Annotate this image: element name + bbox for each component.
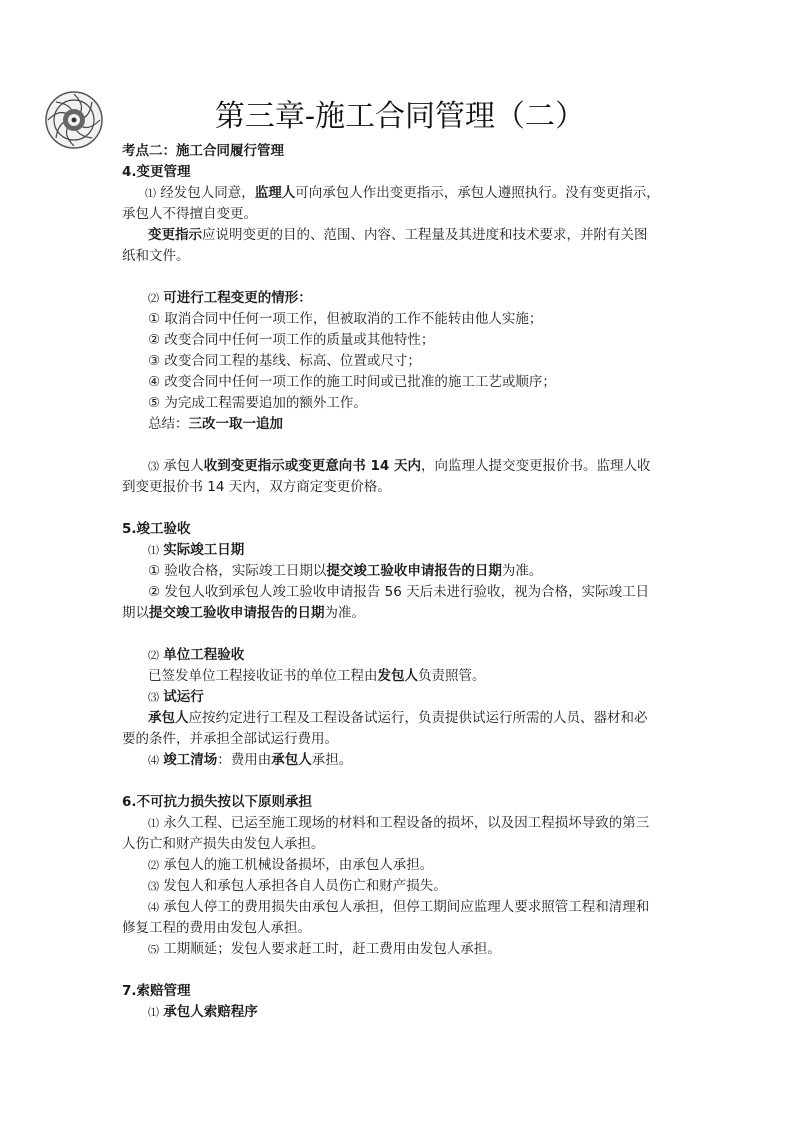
para-6-1-cont: 人伤亡和财产损失由发包人承担。 — [122, 836, 325, 852]
text: 承包人停工的费用损失由承包人承担，但停工期间应监理人要求照管工程和清理和 — [159, 899, 650, 915]
para-4-1-cont: 承包人不得擅自变更。 — [122, 206, 257, 222]
circled-number: ⑶ — [148, 691, 159, 704]
circled-number: ⑵ — [148, 649, 159, 662]
text-bold: 提交竣工验收申请报告的日期 — [326, 563, 502, 579]
text-bold: 承包人 — [271, 752, 312, 768]
text-bold: 三改一取一追加 — [188, 416, 283, 432]
text-bold: 提交竣工验收申请报告的日期 — [149, 605, 325, 621]
heading-4: 4.变更管理 — [122, 164, 191, 180]
para-5-3-text — [148, 708, 648, 728]
circled-number: ⑵ — [148, 859, 159, 872]
text: 可向承包人作出变更指示，承包人遵照执行。没有变更指示， — [295, 185, 660, 201]
text: 应按约定进行工程及工程设备试运行，负责提供试运行所需的人员、器材和必 — [188, 710, 648, 726]
para-4-1 — [145, 183, 660, 204]
text-bold: 发包人 — [377, 668, 418, 684]
text: 为准。 — [324, 605, 365, 621]
para-5-2 — [148, 645, 244, 666]
circled-number: ⑴ — [148, 1006, 159, 1019]
para-5-3-cont: 要的条件，并承担全部试运行费用。 — [122, 731, 338, 747]
text: ，向监理人提交变更报价书。监理人收 — [420, 458, 651, 474]
para-5-3 — [148, 687, 204, 708]
text: 经发包人同意， — [156, 185, 255, 201]
para-6-4-cont: 修复工程的费用由发包人承担。 — [122, 920, 311, 936]
text: 承担。 — [311, 752, 353, 768]
text-bold: 试运行 — [163, 689, 204, 705]
text: 应说明变更的目的、范围、内容、工程量及其进度和技术要求，并附有关图 — [202, 227, 648, 243]
text: ：费用由 — [217, 752, 272, 768]
text: 永久工程、已运至施工现场的材料和工程设备的损坏，以及因工程损坏导致的第三 — [159, 815, 650, 831]
text-bold: 承包人索赔程序 — [163, 1004, 258, 1020]
text-bold: 承包人 — [148, 710, 189, 726]
section-kaodian: 考点二：施工合同履行管理 — [122, 143, 284, 159]
para-5-1-i2: ② 发包人收到承包人竣工验收申请报告 56 天后未进行验收，视为合格，实际竣工日 — [148, 584, 650, 600]
text: 总结： — [148, 416, 189, 432]
text-bold: 实际竣工日期 — [163, 542, 245, 558]
para-4-2 — [148, 225, 648, 245]
text: 工期顺延；发包人要求赶工时，赶工费用由发包人承担。 — [159, 941, 501, 957]
heading-7: 7.索赔管理 — [122, 983, 191, 999]
para-7-1 — [148, 1002, 258, 1023]
para-5-1-i2-cont — [122, 603, 365, 623]
circled-number: ⑴ — [148, 544, 159, 557]
circled-number: ⑶ — [148, 880, 159, 893]
circled-number: ⑸ — [148, 943, 159, 956]
para-4-4 — [148, 456, 650, 477]
circled-number: ⑴ — [145, 187, 156, 200]
list-item: ④ 改变合同中任何一项工作的施工时间或已批准的施工工艺或顺序； — [148, 374, 556, 390]
para-6-2 — [148, 855, 433, 876]
heading-5: 5.竣工验收 — [122, 521, 191, 537]
list-item: ③ 改变合同工程的基线、标高、位置或尺寸； — [148, 353, 421, 369]
circled-number: ⑷ — [148, 901, 159, 914]
circled-number: ⑷ — [148, 754, 159, 767]
heading-6: 6.不可抗力损失按以下原则承担 — [122, 794, 313, 810]
text-bold: 监理人 — [254, 185, 296, 201]
text-bold: 单位工程验收 — [163, 647, 245, 663]
text: 期以 — [122, 605, 149, 621]
list-item: ② 改变合同中任何一项工作的质量或其他特性； — [148, 332, 435, 348]
para-4-2-cont: 纸和文件。 — [122, 248, 190, 264]
text: 已签发单位工程接收证书的单位工程由 — [148, 668, 378, 684]
para-6-1 — [148, 813, 649, 834]
circled-number: ⑴ — [148, 817, 159, 830]
circled-number: ⑶ — [148, 460, 159, 473]
para-4-3 — [148, 288, 312, 309]
para-5-4 — [148, 750, 352, 771]
text-bold: 收到变更指示或变更意向书 14 天内 — [203, 458, 421, 474]
text-bold: 可进行工程变更的情形： — [163, 290, 312, 306]
text: 为准。 — [501, 563, 543, 579]
text: 负责照管。 — [418, 668, 486, 684]
text: 发包人和承包人承担各自人员伤亡和财产损失。 — [159, 878, 447, 894]
page-title: 第三章-施工合同管理（二） — [214, 99, 586, 134]
text-bold: 竣工清场 — [163, 752, 218, 768]
circled-number: ⑵ — [148, 292, 159, 305]
text-bold: 变更指示 — [148, 227, 202, 243]
list-item: ① 取消合同中任何一项工作，但被取消的工作不能转由他人实施； — [148, 311, 543, 327]
para-6-5 — [148, 939, 501, 960]
para-6-4 — [148, 897, 649, 918]
text: 承包人 — [159, 458, 204, 474]
para-5-2-text — [148, 666, 486, 686]
para-6-3 — [148, 876, 447, 897]
para-5-1 — [148, 540, 244, 561]
para-4-4-cont: 到变更报价书 14 天内，双方商定变更价格。 — [122, 479, 391, 495]
text: 承包人的施工机械设备损坏，由承包人承担。 — [159, 857, 434, 873]
list-item: ⑤ 为完成工程需要追加的额外工作。 — [148, 395, 367, 411]
para-5-1-i1 — [148, 561, 542, 581]
text: ① 验收合格，实际竣工日期以 — [148, 563, 327, 579]
summary — [148, 414, 283, 434]
